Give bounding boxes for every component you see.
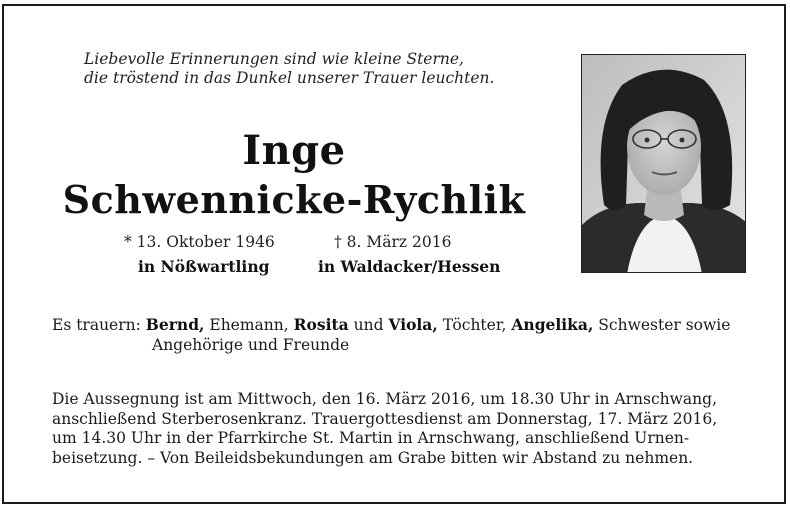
last-name: Schwennicke-Rychlik <box>62 177 526 222</box>
mourner-name: Angelika, <box>511 315 594 334</box>
mourner-name: Rosita <box>293 315 349 334</box>
mourners-intro: Es trauern: <box>52 316 141 334</box>
first-name: Inge <box>242 127 346 174</box>
quote-line-2: die tröstend in das Dunkel unserer Trauer leuchten. <box>84 69 495 87</box>
death-place: in Waldacker/Hessen <box>318 257 501 276</box>
notice-line-3: um 14.30 Uhr in der Pfarrkirche St. Martin in Arnschwang, anschließend Urnen- <box>52 429 690 447</box>
funeral-notice <box>52 390 747 468</box>
portrait-photo <box>581 54 746 273</box>
birth-date: * 13. Oktober 1946 <box>124 233 275 251</box>
mourners-others: Angehörige und Freunde <box>152 336 350 354</box>
obituary-card <box>2 4 786 504</box>
portrait-image <box>582 55 746 273</box>
notice-line-1: Die Aussegnung ist am Mittwoch, den 16. März 2016, um 18.30 Uhr in Arnschwang, <box>52 390 717 408</box>
conjunction-text: und <box>353 316 384 334</box>
notice-line-2: anschließend Sterberosenkranz. Trauergottesdienst am Donnerstag, 17. März 2016, <box>52 409 718 428</box>
mourner-relation: Ehemann, <box>209 316 289 334</box>
mourner-relation: Töchter, <box>442 316 507 334</box>
mourner-name: Viola, <box>388 315 438 334</box>
memorial-quote <box>84 50 494 88</box>
notice-line-4: beisetzung. – Von Beileidsbekundungen am Grabe bitten wir Abstand zu nehmen. <box>52 448 694 467</box>
quote-line-1: Liebevolle Erinnerungen sind wie kleine Sterne, <box>84 50 464 68</box>
death-date: † 8. März 2016 <box>334 233 452 251</box>
mourners-section <box>52 315 752 355</box>
mourner-name: Bernd, <box>145 315 205 334</box>
mourner-relation: Schwester sowie <box>598 316 731 334</box>
birth-place: in Nößwartling <box>138 257 270 276</box>
